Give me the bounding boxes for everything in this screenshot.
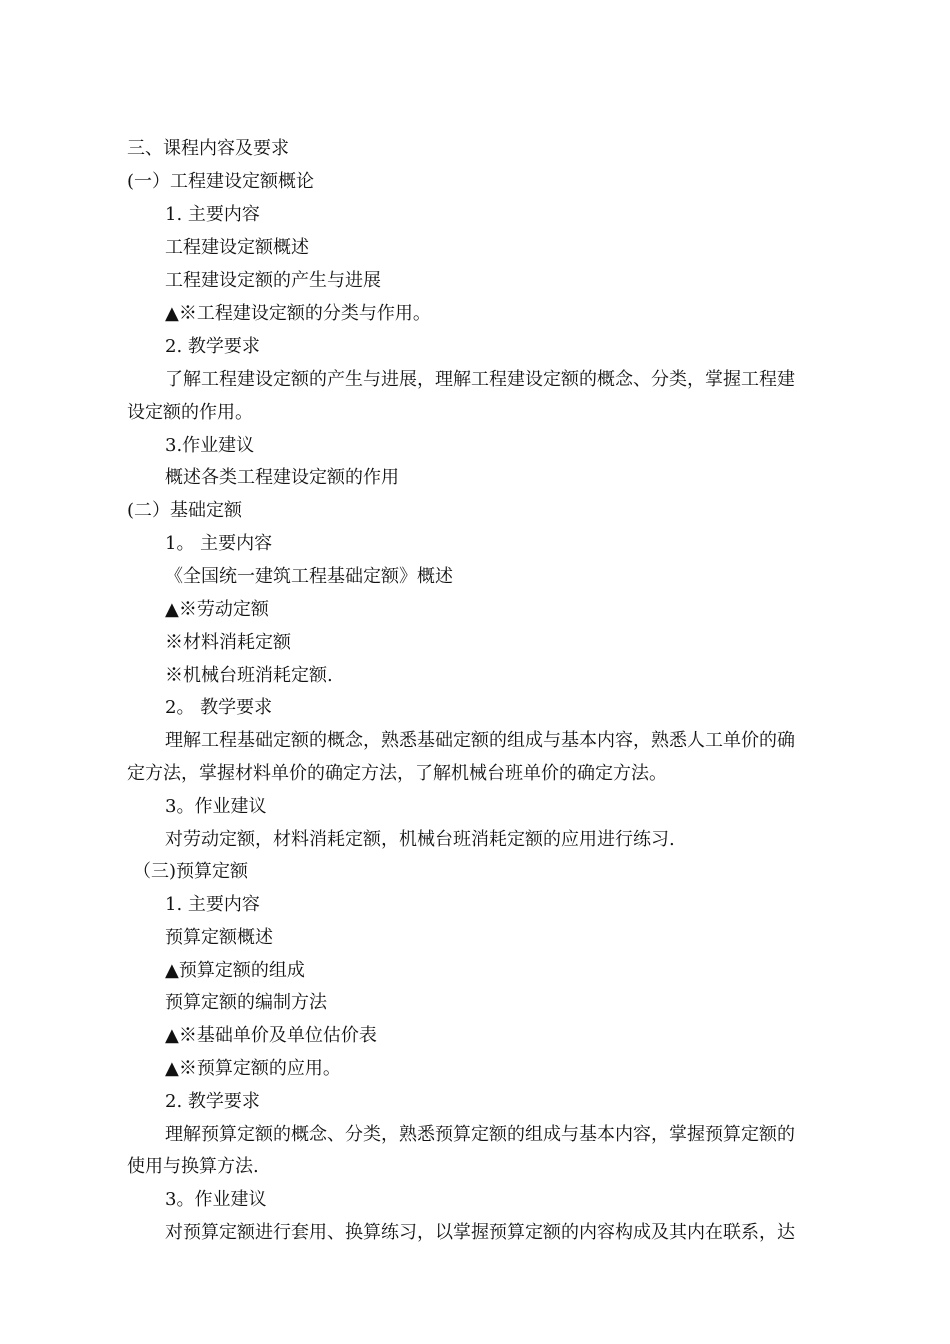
content-title: 1。 主要内容	[165, 533, 273, 554]
homework-line: 概述各类工程建设定额的作用	[165, 467, 399, 488]
requirements-line: 使用与换算方法.	[127, 1156, 259, 1177]
requirements-title: 2。 教学要求	[165, 697, 273, 718]
content-item: ▲※工程建设定额的分类与作用。	[165, 303, 431, 324]
homework-title: 3.作业建议	[165, 435, 255, 456]
content-item: ※机械台班消耗定额.	[165, 665, 333, 686]
homework-line: 对预算定额进行套用、换算练习，以掌握预算定额的内容构成及其内在联系，达	[165, 1222, 795, 1243]
content-item: ▲※预算定额的应用。	[165, 1058, 341, 1079]
requirements-title: 2. 教学要求	[165, 336, 260, 357]
homework-line: 对劳动定额，材料消耗定额，机械台班消耗定额的应用进行练习.	[165, 829, 675, 850]
homework-title: 3。作业建议	[165, 1189, 267, 1210]
requirements-line: 理解工程基础定额的概念，熟悉基础定额的组成与基本内容，熟悉人工单价的确	[165, 730, 795, 751]
content-item: 工程建设定额的产生与进展	[165, 270, 381, 291]
content-title: 1. 主要内容	[165, 894, 260, 915]
homework-title: 3。作业建议	[165, 796, 267, 817]
requirements-line: 了解工程建设定额的产生与进展，理解工程建设定额的概念、分类，掌握工程建	[165, 369, 795, 390]
content-item: ▲※基础单价及单位估价表	[165, 1025, 377, 1046]
content-title: 1. 主要内容	[165, 204, 260, 225]
content-item: 工程建设定额概述	[165, 237, 309, 258]
requirements-title: 2. 教学要求	[165, 1091, 260, 1112]
content-item: 《全国统一建筑工程基础定额》概述	[165, 566, 453, 587]
content-item: 预算定额的编制方法	[165, 992, 327, 1013]
content-item: 预算定额概述	[165, 927, 273, 948]
requirements-line: 设定额的作用。	[127, 402, 253, 423]
requirements-line: 理解预算定额的概念、分类，熟悉预算定额的组成与基本内容，掌握预算定额的	[165, 1124, 795, 1145]
content-item: ※材料消耗定额	[165, 632, 291, 653]
part-heading: (二）基础定额	[127, 500, 243, 521]
content-item: ▲※劳动定额	[165, 599, 269, 620]
part-heading: (一）工程建设定额概论	[127, 171, 315, 192]
section-title: 三、课程内容及要求	[127, 138, 289, 159]
requirements-line: 定方法，掌握材料单价的确定方法，了解机械台班单价的确定方法。	[127, 763, 667, 784]
part-heading: （三)预算定额	[133, 861, 249, 882]
content-item: ▲预算定额的组成	[165, 960, 305, 981]
